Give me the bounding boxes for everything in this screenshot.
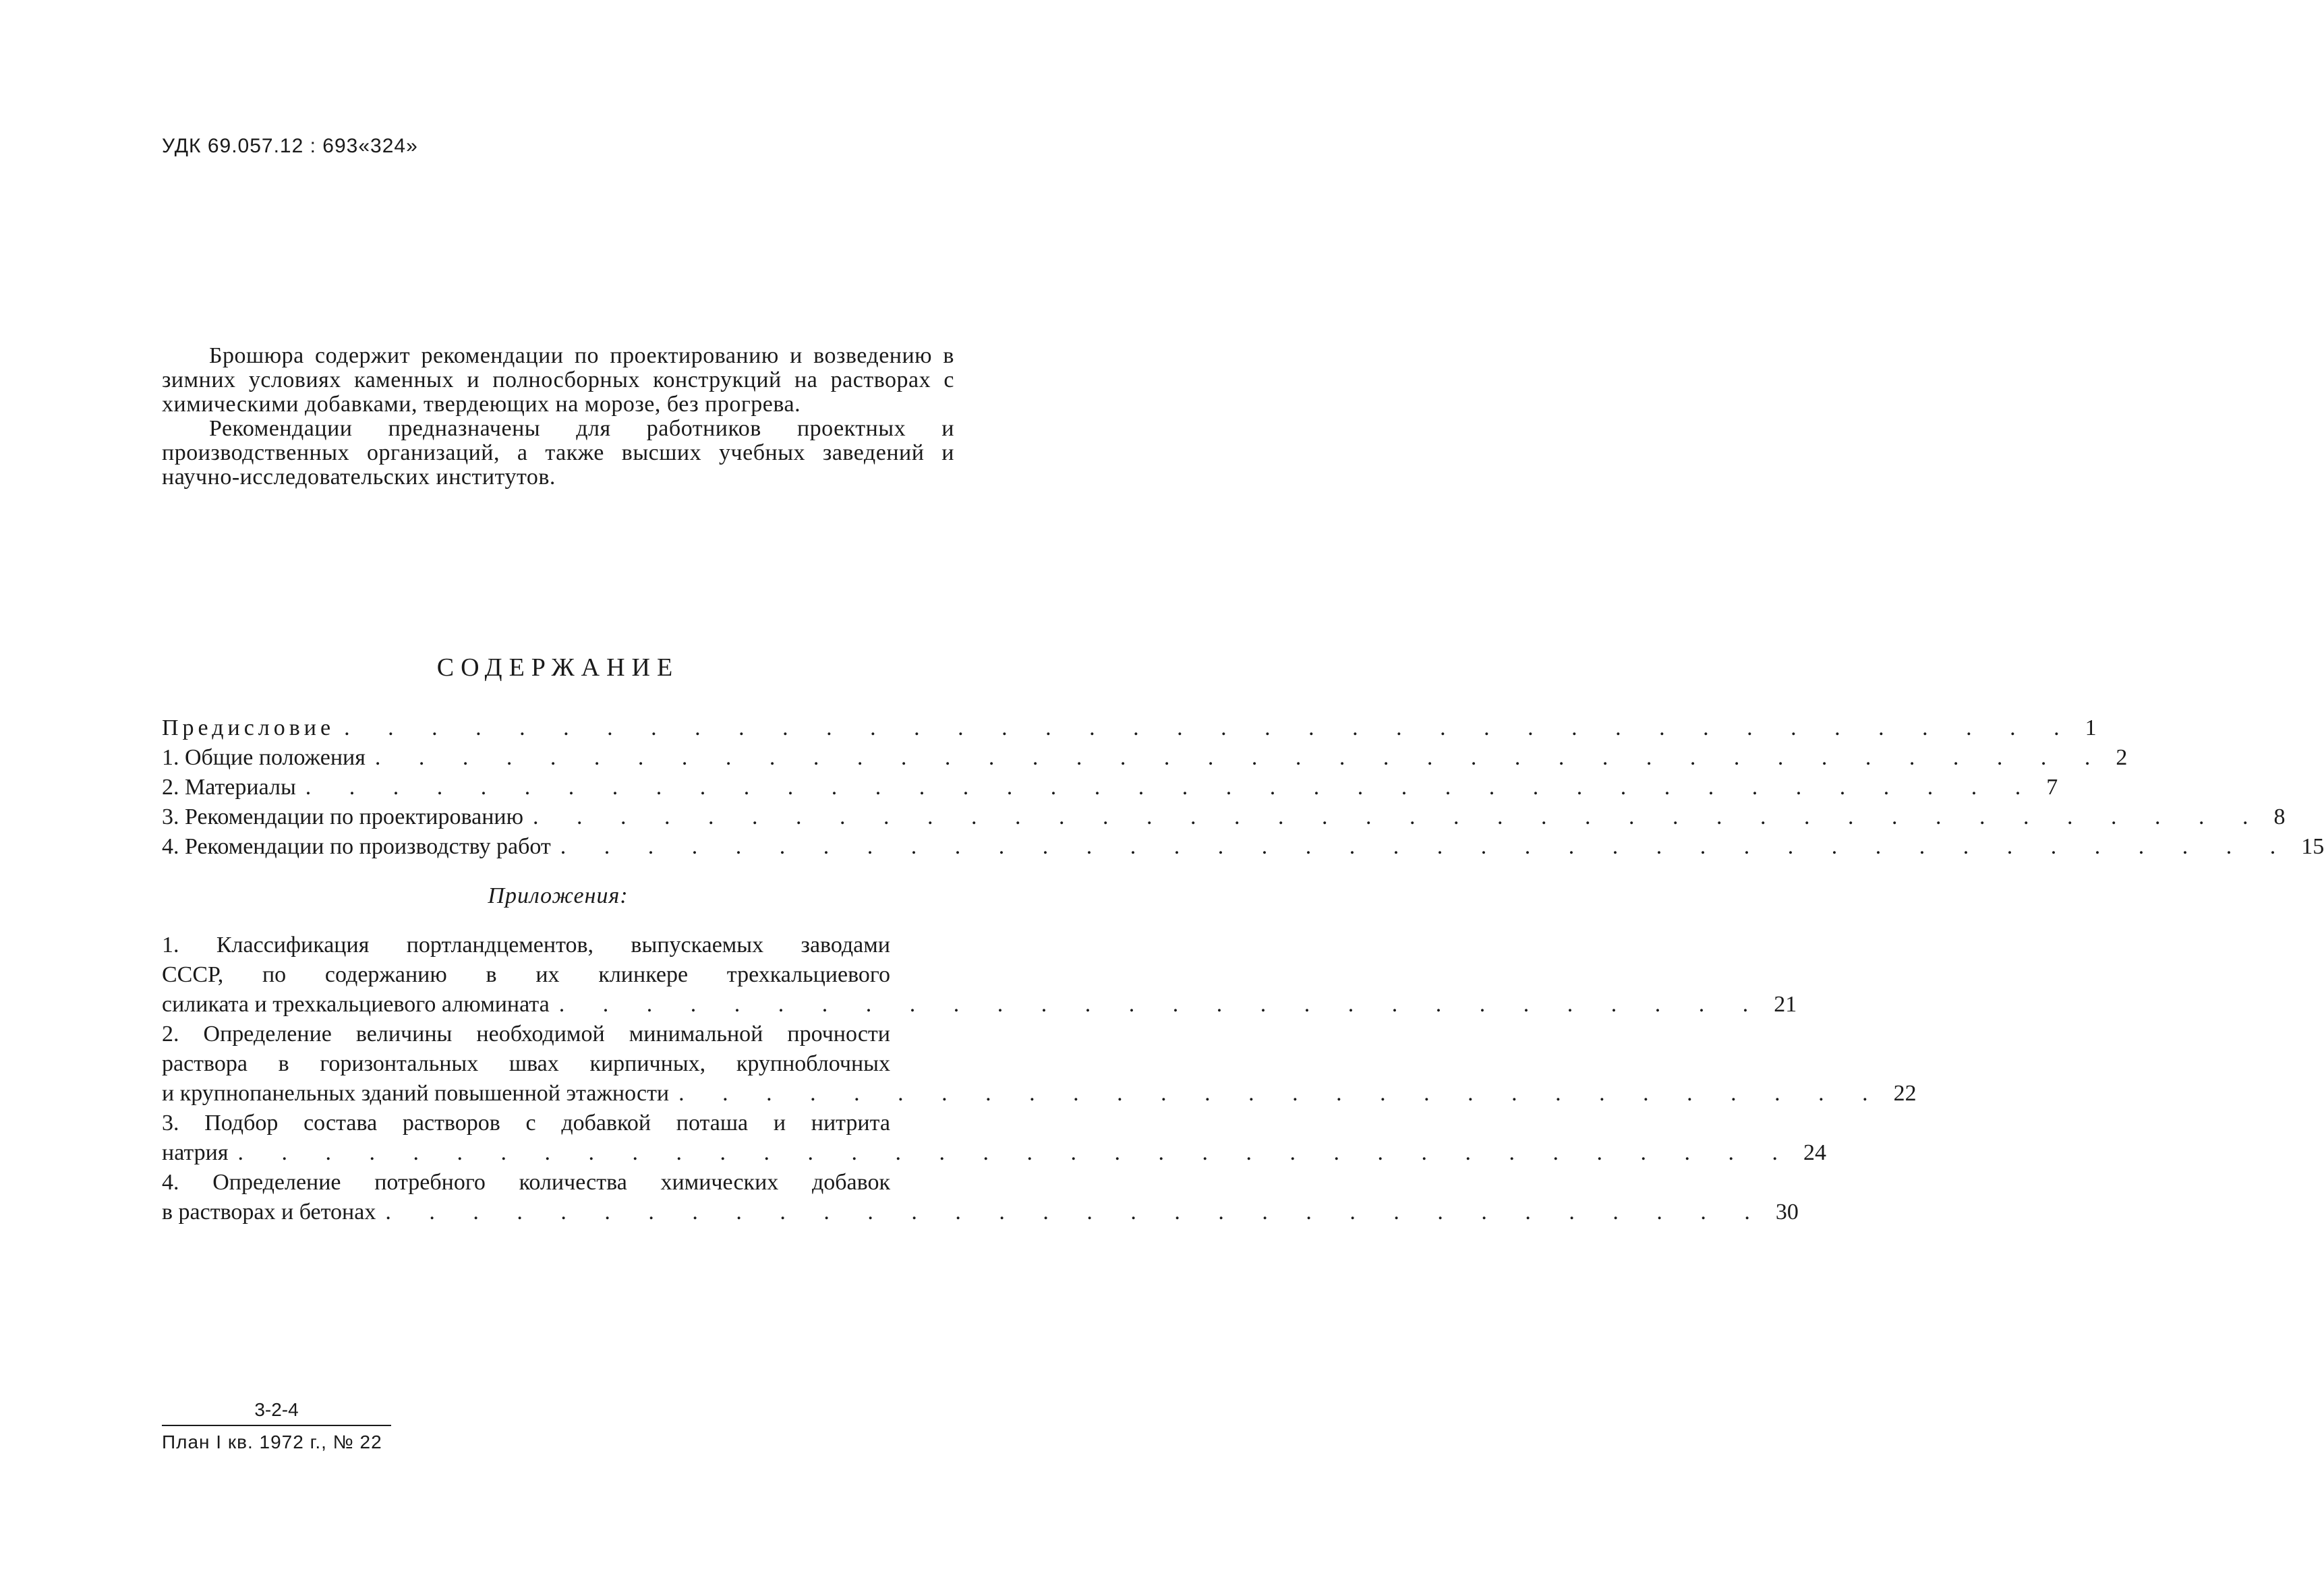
- appendix-entry-page: 30: [1775, 1200, 1799, 1225]
- appendix-entry-line: 3. Подбор состава растворов с добавкой поташа и нитрита: [162, 1111, 890, 1136]
- imprint-plan: План I кв. 1972 г., № 22: [162, 1432, 382, 1452]
- dot-leader: . . . . . . . . . . . . . . . . . . . . . . . . . . . . . . . . . . . .: [237, 1140, 1795, 1165]
- appendix-heading: Приложения:: [488, 883, 629, 908]
- toc-entry-label: Предисловие: [162, 715, 335, 740]
- imprint-code: 3-2-4: [162, 1399, 391, 1426]
- toc-entry-production: [162, 832, 2324, 862]
- dot-leader: . . . . . . . . . . . . . . . . . . . . . . . . . . . . . . . . . . . . . . . .: [374, 745, 2107, 770]
- dot-leader: . . . . . . . . . . . . . . . . . . . . . . . . . . . . . . . . . . . . . . . .: [305, 775, 2037, 800]
- toc-entry-page: 15: [2301, 834, 2324, 859]
- appendix-entry-page: 24: [1803, 1140, 1827, 1165]
- appendix-entry-last-line: [162, 1079, 1917, 1109]
- abstract-paragraph-2: Рекомендации предназначены для работников проектных и производственных организаций, а также высших учебных заведений и научно-исследовательских институтов.: [162, 416, 954, 490]
- appendix-list: [162, 931, 1917, 1227]
- toc-entry-page: 2: [2116, 745, 2128, 770]
- toc-entry-page: 7: [2046, 775, 2058, 800]
- toc-entry-design: [162, 802, 2286, 832]
- toc-entry-label: 4. Рекомендации по производству работ: [162, 834, 551, 859]
- udk-code: УДК 69.057.12 : 693«324»: [162, 135, 418, 157]
- appendix-entry-last-line: [162, 990, 1797, 1020]
- dot-leader: . . . . . . . . . . . . . . . . . . . . . . . . . . . . . . . . . . . . . . . .: [344, 715, 2076, 740]
- abstract-paragraph-1: Брошюра содержит рекомендации по проектированию и возведению в зимних условиях каменных и полносборных конструкций на растворах с химическими добавками, твердеющих на морозе, без прогрева.: [162, 343, 954, 417]
- imprint-block: [162, 1399, 391, 1453]
- toc-entry-label: 3. Рекомендации по проектированию: [162, 804, 523, 829]
- dot-leader: . . . . . . . . . . . . . . . . . . . . . . . . . . . . . . . . . . . . . . . .: [560, 834, 2292, 859]
- appendix-entry-3: [162, 1109, 1827, 1168]
- appendix-entry-page: 21: [1774, 992, 1797, 1017]
- toc-entry-preface: [162, 713, 2097, 743]
- toc-entry-materials: [162, 773, 2058, 802]
- appendix-entry-2: [162, 1020, 1917, 1109]
- dot-leader: . . . . . . . . . . . . . . . . . . . . . . . . . . . . . . . .: [385, 1200, 1766, 1225]
- appendix-entry-line: 4. Определение потребного количества химических добавок: [162, 1170, 890, 1195]
- appendix-entry-line: раствора в горизонтальных швах кирпичных, крупноблочных: [162, 1051, 890, 1076]
- toc-entry-label: 2. Материалы: [162, 775, 296, 800]
- appendix-entry-label: силиката и трехкальциевого алюмината: [162, 992, 550, 1017]
- dot-leader: . . . . . . . . . . . . . . . . . . . . . . . . . . . . . . . . . . . . . . . .: [532, 804, 2265, 829]
- dot-leader: . . . . . . . . . . . . . . . . . . . . . . . . . . . .: [558, 992, 1765, 1017]
- dot-leader: . . . . . . . . . . . . . . . . . . . . . . . . . . . .: [678, 1081, 1884, 1106]
- appendix-entry-label: натрия: [162, 1140, 229, 1165]
- toc-entry-page: 8: [2273, 804, 2286, 829]
- appendix-entry-label: и крупнопанельных зданий повышенной этажности: [162, 1081, 670, 1106]
- appendix-entry-4: [162, 1168, 1799, 1227]
- appendix-entry-line: 1. Классификация портландцементов, выпускаемых заводами: [162, 933, 890, 957]
- appendix-entry-line: 2. Определение величины необходимой минимальной прочности: [162, 1022, 890, 1046]
- appendix-entry-last-line: [162, 1138, 1827, 1168]
- appendix-entry-1: [162, 931, 1797, 1020]
- appendix-entry-page: 22: [1893, 1081, 1917, 1106]
- toc-entry-page: 1: [2085, 715, 2097, 740]
- toc-entry-label: 1. Общие положения: [162, 745, 366, 770]
- toc-entry-general: [162, 743, 2128, 773]
- appendix-entry-line: СССР, по содержанию в их клинкере трехкальциевого: [162, 962, 890, 987]
- abstract: [162, 344, 954, 490]
- toc-heading: СОДЕРЖАНИЕ: [436, 653, 680, 682]
- table-of-contents: [162, 713, 2324, 862]
- appendix-entry-last-line: [162, 1198, 1799, 1227]
- appendix-entry-label: в растворах и бетонах: [162, 1200, 376, 1225]
